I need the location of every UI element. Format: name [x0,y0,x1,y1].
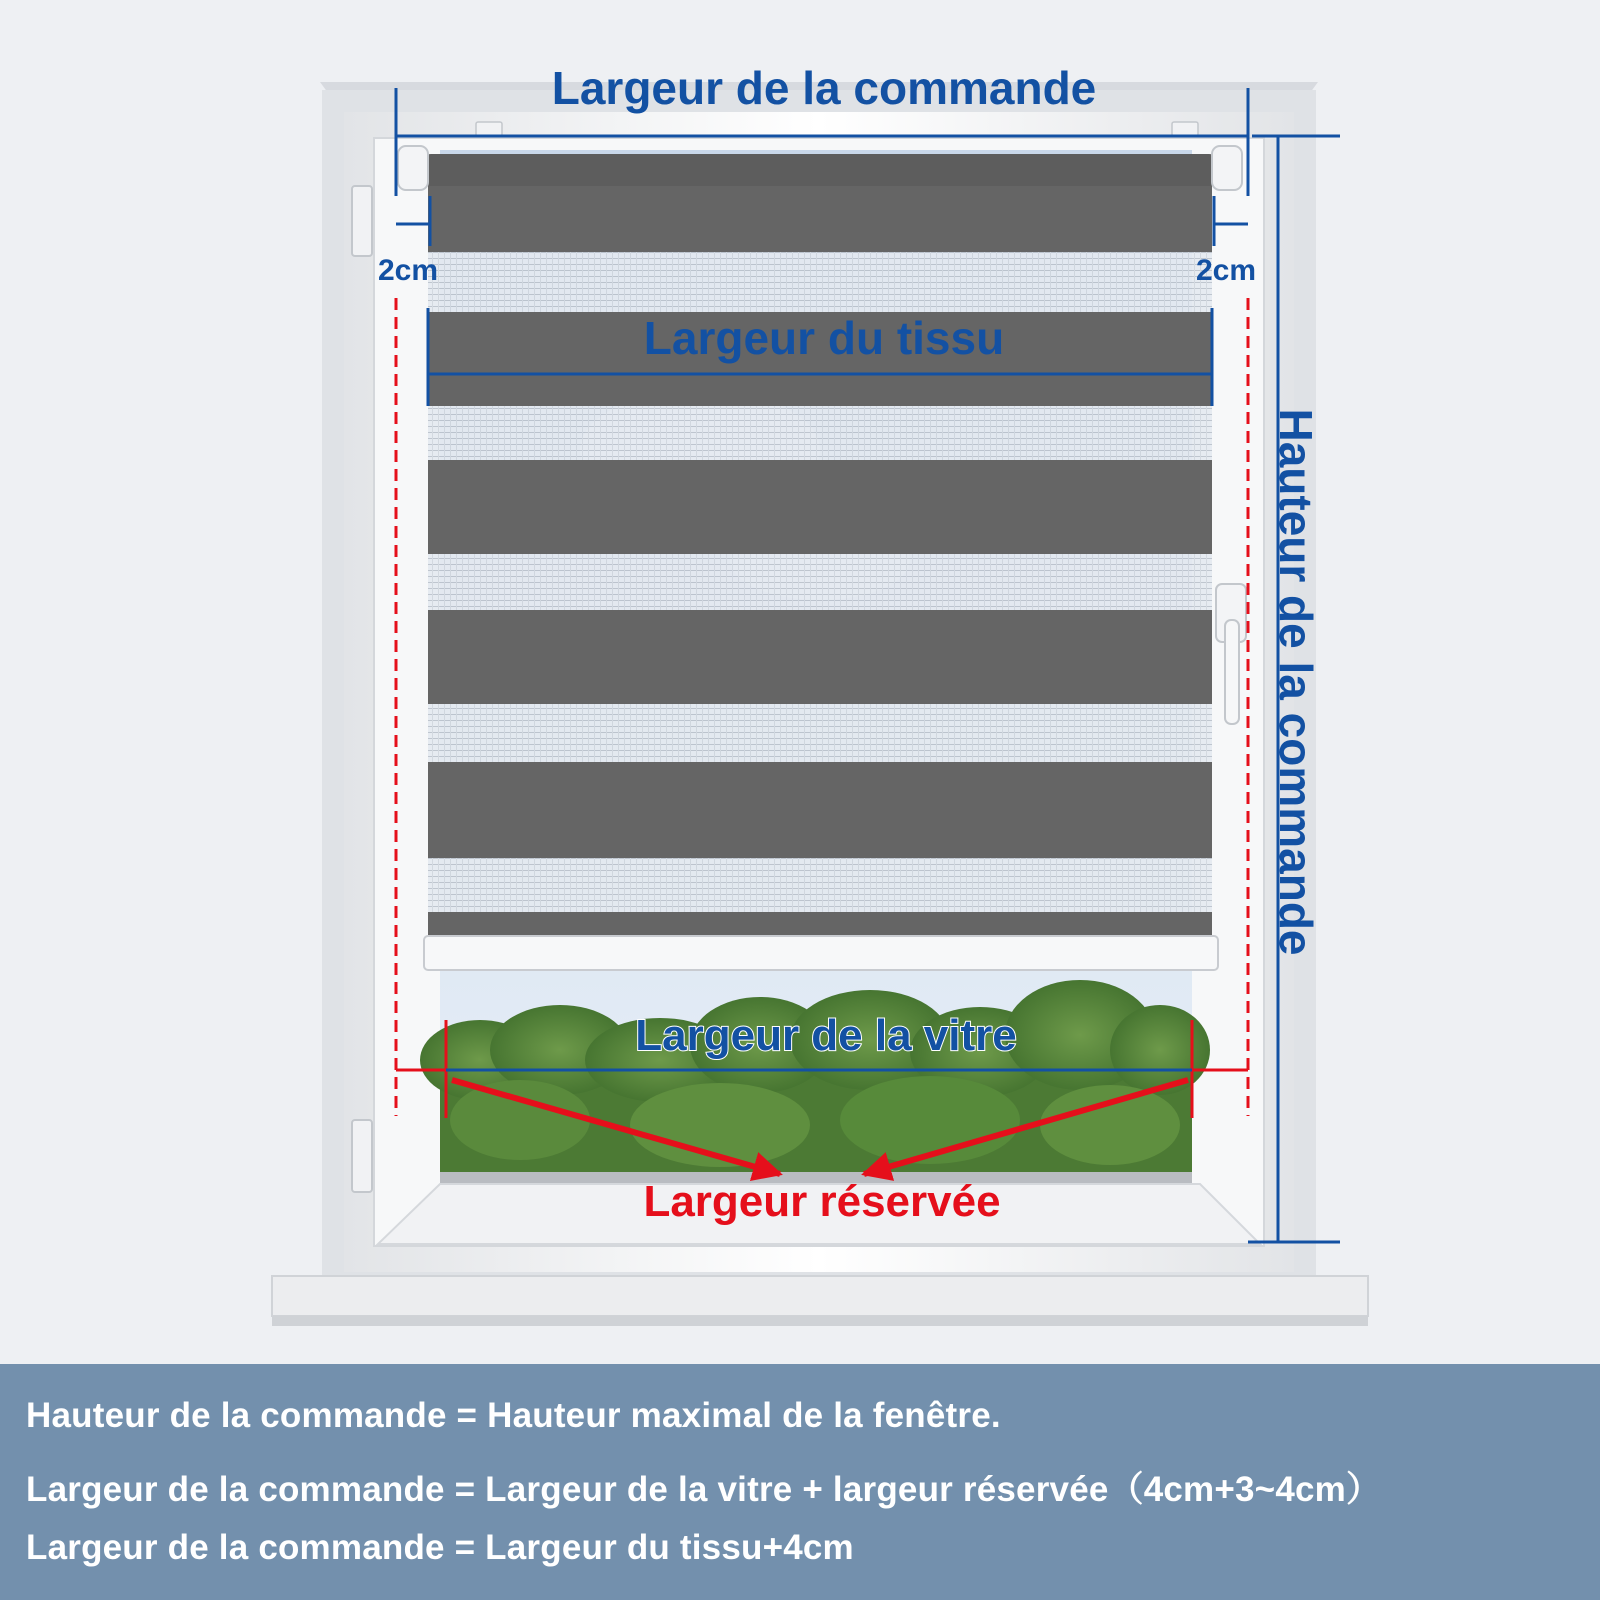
label-fabric-width: Largeur du tissu [643,312,1005,364]
label-order-width: Largeur de la commande [551,62,1097,114]
blind-bottom-rail [424,936,1218,970]
formula-height: Hauteur de la commande = Hauteur maximal de la fenêtre. [26,1396,1001,1435]
label-glass-width: Largeur de la vitre [635,1011,1017,1060]
formula-panel [0,1364,1600,1600]
label-order-height: Hauteur de la commande [1270,408,1322,956]
label-margin-left: 2cm [378,254,439,287]
trees [420,980,1210,1180]
formula-width-fabric: Largeur de la commande = Largeur du tissu+4cm [26,1528,854,1567]
hinge-top [352,186,372,256]
hinge-bottom [352,1120,372,1192]
label-margin-right: 2cm [1196,254,1257,287]
window-sill [272,1276,1368,1326]
zebra-blind [398,122,1242,970]
formula-width-glass: Largeur de la commande = Largeur de la vitre + largeur réservée（4cm+3~4cm） [26,1470,1382,1509]
label-reserved-width: Largeur réservée [643,1177,1001,1226]
